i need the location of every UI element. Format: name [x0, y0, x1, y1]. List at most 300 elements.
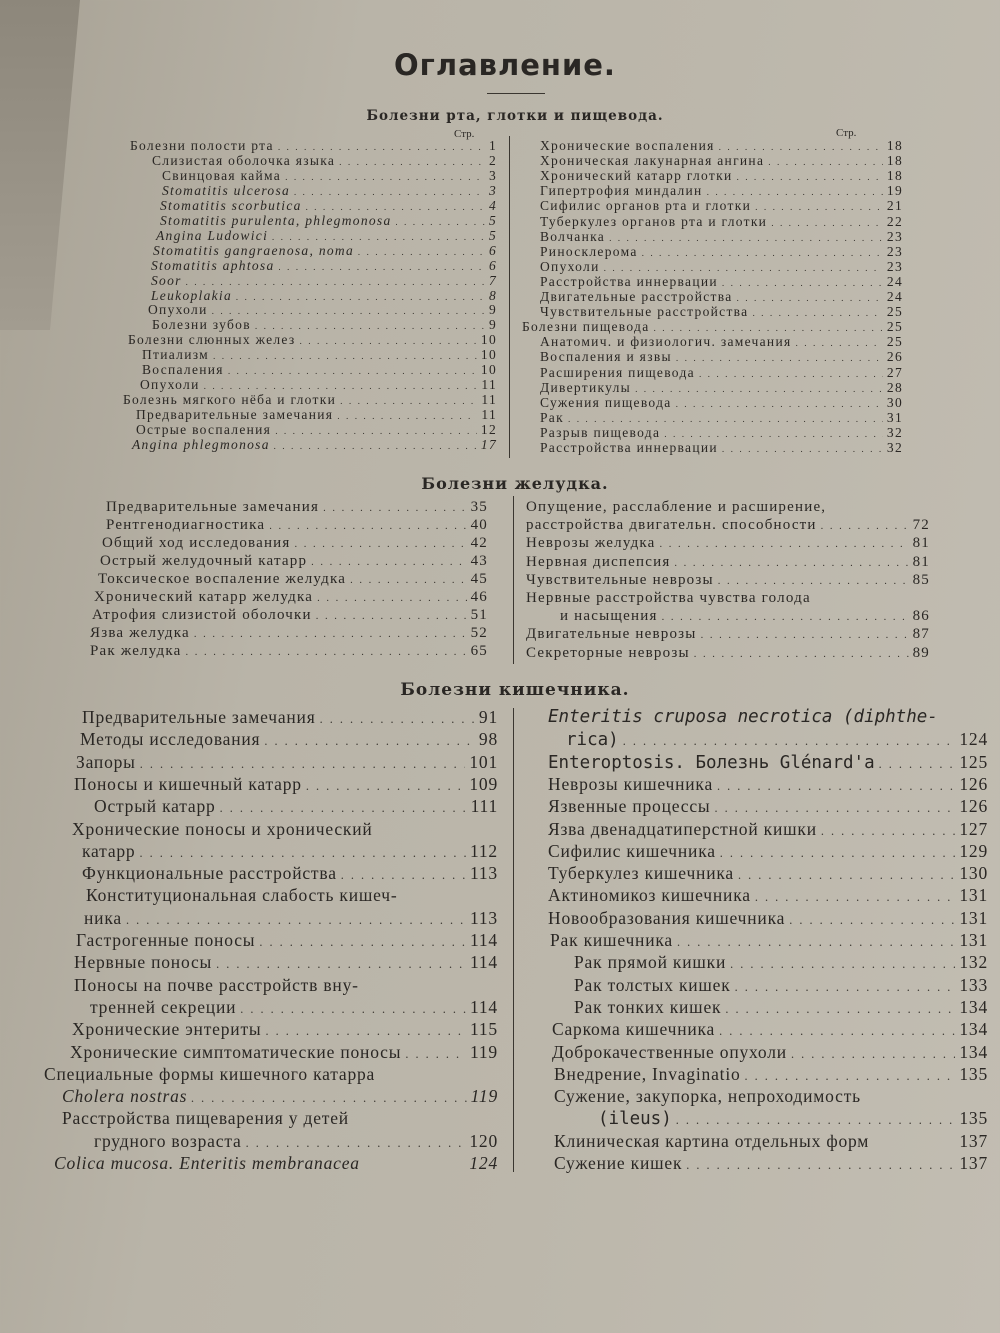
toc-entry	[162, 184, 497, 198]
toc-entry-label: Сифилис органов рта и глотки	[540, 198, 752, 213]
toc-entry-page: 28	[886, 380, 903, 395]
toc-entry-label: Хронический катарр желудка	[94, 589, 314, 605]
toc-entry	[540, 441, 903, 455]
dot-leader	[720, 847, 956, 859]
toc-entry-label: Воспаления	[142, 362, 224, 377]
toc-entry	[86, 887, 498, 905]
toc-entry-label: Риносклерома	[540, 244, 638, 259]
dot-leader	[660, 540, 909, 551]
toc-entry	[554, 1066, 988, 1084]
toc-entry-label: Язвенные процессы	[548, 796, 711, 816]
toc-entry	[94, 1133, 498, 1151]
toc-entry-label: Рак прямой кишки	[574, 952, 727, 972]
dot-leader	[623, 735, 956, 747]
dot-leader	[323, 504, 467, 515]
toc-entry-page: 35	[470, 499, 488, 515]
dot-leader	[879, 758, 956, 770]
toc-entry	[548, 821, 988, 839]
dot-leader	[694, 650, 909, 661]
dot-leader	[191, 1092, 466, 1104]
toc-entry-page: 46	[470, 589, 488, 605]
toc-entry-label: Болезни зубов	[152, 317, 251, 332]
dot-leader	[676, 1114, 956, 1126]
section-title-mouth: Болезни рта, глотки и пищевода.	[366, 108, 664, 124]
toc-entry-label: Расстройства иннервации	[540, 274, 718, 289]
toc-entry	[548, 843, 988, 861]
toc-entry-page: 3	[488, 183, 497, 198]
toc-entry-label: Нервные расстройства чувства голода	[526, 590, 811, 606]
toc-entry-label: Stomatitis gangraenosa, noma	[153, 243, 355, 258]
toc-entry-label: Хронические энтериты	[72, 1019, 262, 1039]
toc-entry-page: 135	[959, 1108, 988, 1128]
dot-leader	[699, 371, 883, 380]
toc-entry	[540, 230, 903, 244]
toc-entry	[552, 1021, 988, 1039]
toc-entry-label: Острый желудочный катарр	[100, 553, 308, 569]
toc-entry-label: Туберкулез органов рта и глотки	[540, 214, 768, 229]
toc-entry-label: Сифилис кишечника	[548, 841, 716, 861]
toc-entry-page: 10	[480, 332, 497, 347]
dot-leader	[738, 869, 955, 881]
toc-entry-label: Функциональные расстройства	[82, 863, 337, 883]
toc-entry-label: Colica mucosa. Enteritis membranacea	[54, 1153, 360, 1173]
toc-entry	[548, 776, 988, 794]
toc-entry-page: 11	[481, 407, 497, 422]
toc-entry	[70, 1044, 498, 1062]
dot-leader	[642, 250, 883, 259]
toc-entry-label: Язва желудка	[90, 625, 190, 641]
toc-entry-page: 18	[886, 138, 903, 153]
toc-entry-page: 98	[478, 729, 498, 749]
dot-leader	[821, 825, 955, 837]
dot-leader	[194, 630, 467, 641]
toc-entry	[540, 275, 903, 289]
dot-leader	[259, 936, 466, 948]
toc-entry-label: Атрофия слизистой оболочки	[92, 607, 312, 623]
toc-entry	[540, 215, 903, 229]
toc-entry	[548, 887, 988, 905]
dot-leader	[265, 1025, 466, 1037]
toc-entry	[90, 626, 488, 641]
toc-entry-page: 114	[469, 930, 498, 950]
toc-entry	[526, 573, 930, 588]
toc-entry	[552, 1044, 988, 1062]
toc-entry-page: 81	[912, 535, 930, 551]
toc-entry-page: 30	[886, 395, 903, 410]
toc-entry-page: 124	[959, 729, 988, 749]
toc-entry-label: Stomatitis purulenta, phlegmonosa	[160, 213, 392, 228]
toc-entry-label: Enteritis cruposa necrotica (diphthe-	[548, 707, 938, 727]
toc-entry-label: Чувствительные расстройства	[540, 304, 749, 319]
toc-entry-page: 52	[470, 625, 488, 641]
section-title-stomach: Болезни желудка.	[421, 474, 609, 493]
toc-entry-label: Поносы на почве расстройств вну-	[74, 975, 359, 995]
dot-leader	[220, 802, 467, 814]
toc-entry	[90, 644, 488, 659]
toc-entry	[72, 1021, 498, 1039]
dot-leader	[185, 648, 466, 659]
toc-entry-label: Рак толстых кишек	[574, 975, 731, 995]
toc-entry-page: 51	[470, 607, 488, 623]
toc-entry-label: Методы исследования	[80, 729, 261, 749]
toc-entry-page: 21	[886, 198, 903, 213]
toc-entry	[128, 333, 497, 347]
dot-leader	[789, 914, 955, 926]
toc-entry-page: 132	[959, 952, 988, 972]
toc-entry	[136, 423, 497, 437]
dot-leader	[396, 219, 485, 228]
toc-entry	[74, 776, 498, 794]
page-title: Оглавление.	[394, 48, 616, 82]
toc-entry-label: Сужение, закупорка, непроходимость	[554, 1086, 861, 1106]
toc-entry	[548, 798, 988, 816]
toc-entry	[160, 214, 497, 228]
toc-entry-page: 72	[912, 517, 930, 533]
toc-entry-page: 91	[478, 707, 498, 727]
toc-entry-label: Неврозы желудка	[526, 535, 656, 551]
toc-entry-page: 5	[488, 213, 497, 228]
toc-entry-label: Stomatitis ulcerosa	[162, 183, 291, 198]
dot-leader	[264, 735, 474, 747]
toc-entry-page: 19	[886, 183, 903, 198]
dot-leader	[821, 522, 909, 533]
toc-entry-page: 24	[886, 289, 903, 304]
toc-entry	[554, 1088, 988, 1106]
toc-entry-page: 109	[469, 774, 498, 794]
dot-leader	[717, 780, 955, 792]
dot-leader	[274, 443, 477, 452]
dot-leader	[676, 355, 883, 364]
toc-entry-page: 27	[886, 365, 903, 380]
dot-leader	[240, 1003, 466, 1015]
toc-entry-label: Stomatitis scorbutica	[160, 198, 302, 213]
toc-entry	[82, 865, 498, 883]
toc-entry-label: Гастрогенные поносы	[76, 930, 256, 950]
toc-entry	[526, 627, 930, 642]
toc-entry-label: Опухоли	[140, 377, 200, 392]
toc-entry	[540, 366, 903, 380]
column-divider	[513, 708, 514, 1172]
toc-entry-label: Свинцовая кайма	[162, 168, 282, 183]
dot-leader	[791, 1048, 955, 1060]
toc-entry	[160, 199, 497, 213]
toc-entry-page: 119	[470, 1086, 498, 1106]
toc-entry-label: тренней секреции	[90, 997, 237, 1017]
toc-entry-page: 7	[488, 273, 497, 288]
section-title-intestine: Болезни кишечника.	[400, 680, 630, 700]
toc-entry	[526, 536, 930, 551]
dot-leader	[718, 577, 909, 588]
dot-leader	[350, 576, 466, 587]
dot-leader	[755, 204, 883, 213]
toc-entry-page: 126	[959, 796, 988, 816]
toc-entry-label: Птиализм	[142, 347, 210, 362]
toc-entry-label: Поносы и кишечный катарр	[74, 774, 302, 794]
toc-entry-page: 32	[886, 440, 903, 455]
toc-entry-label: Хроническая лакунарная ангина	[540, 153, 765, 168]
toc-entry-label: Разрыв пищевода	[540, 425, 661, 440]
toc-entry	[76, 932, 498, 950]
toc-entry	[151, 259, 497, 273]
toc-entry-page: 87	[912, 626, 930, 642]
toc-entry	[540, 411, 903, 425]
toc-entry-page: 23	[886, 244, 903, 259]
toc-entry-page: 137	[959, 1131, 988, 1151]
toc-entry-page: 25	[886, 319, 903, 334]
dot-leader	[317, 594, 466, 605]
column-divider	[509, 136, 510, 458]
toc-entry-page: 23	[886, 259, 903, 274]
toc-entry-page: 133	[959, 975, 988, 995]
dot-leader	[295, 540, 467, 551]
toc-entry-page: 134	[959, 1019, 988, 1039]
dot-leader	[340, 398, 477, 407]
toc-entry	[148, 303, 497, 317]
toc-entry-label: Опухоли	[540, 259, 600, 274]
dot-leader	[725, 1003, 955, 1015]
toc-entry	[522, 320, 903, 334]
toc-entry	[94, 590, 488, 605]
dot-leader	[796, 340, 883, 349]
toc-entry-page: 137	[959, 1153, 988, 1173]
dot-leader	[719, 1025, 955, 1037]
toc-entry	[550, 932, 988, 950]
toc-entry-label: (ileus)	[598, 1109, 672, 1129]
toc-entry-label: Гипертрофия миндалин	[540, 183, 703, 198]
toc-entry-page: 1	[488, 138, 497, 153]
toc-entry-label: Болезни слюнных желез	[128, 332, 296, 347]
dot-leader	[341, 869, 466, 881]
toc-entry	[106, 518, 488, 533]
toc-entry-page: 85	[912, 572, 930, 588]
toc-entry-label: Запоры	[76, 752, 136, 772]
toc-entry-page: 134	[959, 1042, 988, 1062]
toc-entry-page: 113	[469, 908, 498, 928]
toc-entry	[526, 591, 930, 606]
toc-entry-label: расстройства двигательн. способности	[526, 517, 817, 533]
dot-leader	[311, 558, 466, 569]
toc-entry-label: Сужения пищевода	[540, 395, 672, 410]
toc-entry-page: 114	[469, 952, 498, 972]
toc-entry-label: Рак кишечника	[550, 930, 673, 950]
toc-entry-page: 9	[488, 317, 497, 332]
toc-entry-label: Неврозы кишечника	[548, 774, 714, 794]
toc-entry-label: Язва двенадцатиперстной кишки	[548, 819, 817, 839]
toc-entry	[554, 1133, 988, 1151]
toc-entry-page: 32	[886, 425, 903, 440]
toc-entry-page: 3	[488, 168, 497, 183]
toc-entry	[90, 999, 498, 1017]
toc-entry-page: 86	[912, 608, 930, 624]
toc-entry-label: Angina Ludowici	[156, 228, 269, 243]
toc-entry-label: Leukoplakia	[151, 288, 233, 303]
toc-entry	[574, 977, 988, 995]
toc-entry	[100, 554, 488, 569]
toc-entry-label: Секреторные неврозы	[526, 645, 690, 661]
toc-entry	[62, 1110, 498, 1128]
toc-entry	[162, 169, 497, 183]
toc-entry-page: 9	[488, 302, 497, 317]
toc-entry-label: Анатомич. и физиологич. замечания	[540, 334, 792, 349]
toc-entry-page: 25	[886, 334, 903, 349]
dot-leader	[676, 401, 883, 410]
toc-entry-label: Рентгенодиагностика	[106, 517, 266, 533]
toc-entry-label: Cholera nostras	[62, 1086, 188, 1106]
dot-leader	[339, 159, 485, 168]
toc-entry-label: и насыщения	[560, 608, 658, 624]
toc-entry	[44, 1066, 498, 1084]
toc-entry-label: Нервная диспепсия	[526, 554, 671, 570]
toc-entry-page: 24	[886, 274, 903, 289]
toc-entry	[62, 1088, 498, 1106]
toc-entry	[98, 572, 488, 587]
toc-entry-label: Туберкулез кишечника	[548, 863, 734, 883]
toc-entry-label: Волчанка	[540, 229, 606, 244]
dot-leader	[674, 559, 908, 570]
dot-leader	[139, 847, 466, 859]
dot-leader	[140, 758, 466, 770]
toc-entry	[566, 731, 988, 750]
toc-entry-page: 8	[488, 288, 497, 303]
toc-entry-page: 5	[488, 228, 497, 243]
toc-entry-page: 2	[488, 153, 497, 168]
toc-entry	[540, 184, 903, 198]
toc-entry	[548, 754, 988, 773]
dot-leader	[722, 446, 883, 455]
dot-leader	[701, 631, 909, 642]
toc-entry-label: Enteroptosis. Болезнь Glénard'a	[548, 753, 875, 773]
toc-entry-page: 43	[470, 553, 488, 569]
toc-entry-label: Специальные формы кишечного катарра	[44, 1064, 376, 1084]
toc-entry-page: 114	[469, 997, 498, 1017]
toc-entry	[560, 609, 930, 624]
toc-entry	[80, 731, 498, 749]
toc-entry-label: Сужение кишек	[554, 1153, 683, 1173]
toc-entry-page: 112	[469, 841, 498, 861]
dot-leader	[300, 338, 477, 347]
dot-leader	[212, 308, 485, 317]
dot-leader	[714, 802, 955, 814]
dot-leader	[686, 1159, 955, 1171]
dot-leader	[735, 981, 956, 993]
toc-entry	[540, 350, 903, 364]
toc-entry	[132, 438, 497, 452]
dot-leader	[285, 174, 485, 183]
dot-leader	[294, 189, 485, 198]
toc-entry-page: 131	[959, 885, 988, 905]
toc-entry-label: Stomatitis aphtosa	[151, 258, 275, 273]
toc-entry-page: 4	[488, 198, 497, 213]
toc-entry	[540, 381, 903, 395]
toc-entry-page: 17	[480, 437, 497, 452]
dot-leader	[358, 249, 485, 258]
toc-entry	[540, 426, 903, 440]
toc-entry-page: 130	[959, 863, 988, 883]
toc-entry-page: 113	[469, 863, 498, 883]
toc-entry	[142, 348, 497, 362]
toc-entry	[76, 754, 498, 772]
toc-entry-page: 45	[470, 571, 488, 587]
toc-entry	[92, 608, 488, 623]
dot-leader	[279, 264, 485, 273]
toc-entry-page: 6	[488, 243, 497, 258]
toc-entry	[82, 709, 498, 727]
toc-entry-label: Дивертикулы	[540, 380, 632, 395]
toc-entry-page: 135	[959, 1064, 988, 1084]
dot-leader	[730, 958, 955, 970]
toc-entry	[84, 910, 498, 928]
toc-entry	[574, 954, 988, 972]
toc-entry	[94, 798, 498, 816]
toc-entry-label: Новообразования кишечника	[548, 908, 786, 928]
toc-entry	[574, 999, 988, 1017]
toc-entry-page: 89	[912, 645, 930, 661]
toc-entry-label: Расстройства иннервации	[540, 440, 718, 455]
toc-entry-page: 10	[480, 347, 497, 362]
toc-entry-label: Рак	[540, 410, 564, 425]
toc-entry	[106, 500, 488, 515]
toc-entry-page: 18	[886, 168, 903, 183]
toc-entry-label: Острые воспаления	[136, 422, 272, 437]
toc-entry	[74, 954, 498, 972]
toc-entry-page: 18	[886, 153, 903, 168]
toc-entry-label: Конституциональная слабость кишеч-	[86, 885, 398, 905]
toc-entry-label: Клиническая картина отдельных форм	[554, 1131, 870, 1151]
toc-entry-page: 11	[481, 392, 497, 407]
toc-entry-label: Двигательные расстройства	[540, 289, 733, 304]
toc-entry-label: Рак желудка	[90, 643, 182, 659]
toc-entry-page: 101	[469, 752, 498, 772]
dot-leader	[126, 914, 466, 926]
toc-entry-page: 10	[480, 362, 497, 377]
toc-entry	[136, 408, 497, 422]
toc-entry	[554, 1155, 988, 1173]
toc-entry	[526, 500, 930, 515]
toc-entry-label: Воспаления и язвы	[540, 349, 672, 364]
toc-entry-page: 40	[470, 517, 488, 533]
toc-entry-page: 115	[469, 1019, 498, 1039]
dot-leader	[677, 936, 955, 948]
dot-leader	[745, 1070, 956, 1082]
dot-leader	[662, 613, 909, 624]
toc-entry-page: 129	[959, 841, 988, 861]
toc-entry-page: 23	[886, 229, 903, 244]
dot-leader	[275, 428, 477, 437]
toc-entry	[540, 245, 903, 259]
toc-entry-label: rica)	[566, 730, 619, 750]
toc-entry	[526, 646, 930, 661]
toc-entry-page: 26	[886, 349, 903, 364]
toc-entry-label: Саркома кишечника	[552, 1019, 716, 1039]
toc-entry	[74, 977, 498, 995]
toc-entry	[548, 865, 988, 883]
toc-entry-label: Хронические симптоматические поносы	[70, 1042, 402, 1062]
toc-entry	[54, 1155, 498, 1173]
toc-entry-page: 6	[488, 258, 497, 273]
toc-entry-page: 65	[470, 643, 488, 659]
dot-leader	[316, 612, 467, 623]
toc-entry-label: Общий ход исследования	[102, 535, 291, 551]
toc-entry	[72, 821, 498, 839]
toc-entry-label: Актиномикоз кишечника	[548, 885, 751, 905]
toc-entry-label: Острый катарр	[94, 796, 216, 816]
toc-entry-page: 25	[886, 304, 903, 319]
toc-entry	[156, 229, 497, 243]
toc-entry-label: Предварительные замечания	[82, 707, 316, 727]
toc-entry	[540, 139, 903, 153]
toc-entry-page: 127	[959, 819, 988, 839]
toc-entry-label: Предварительные замечания	[106, 499, 320, 515]
